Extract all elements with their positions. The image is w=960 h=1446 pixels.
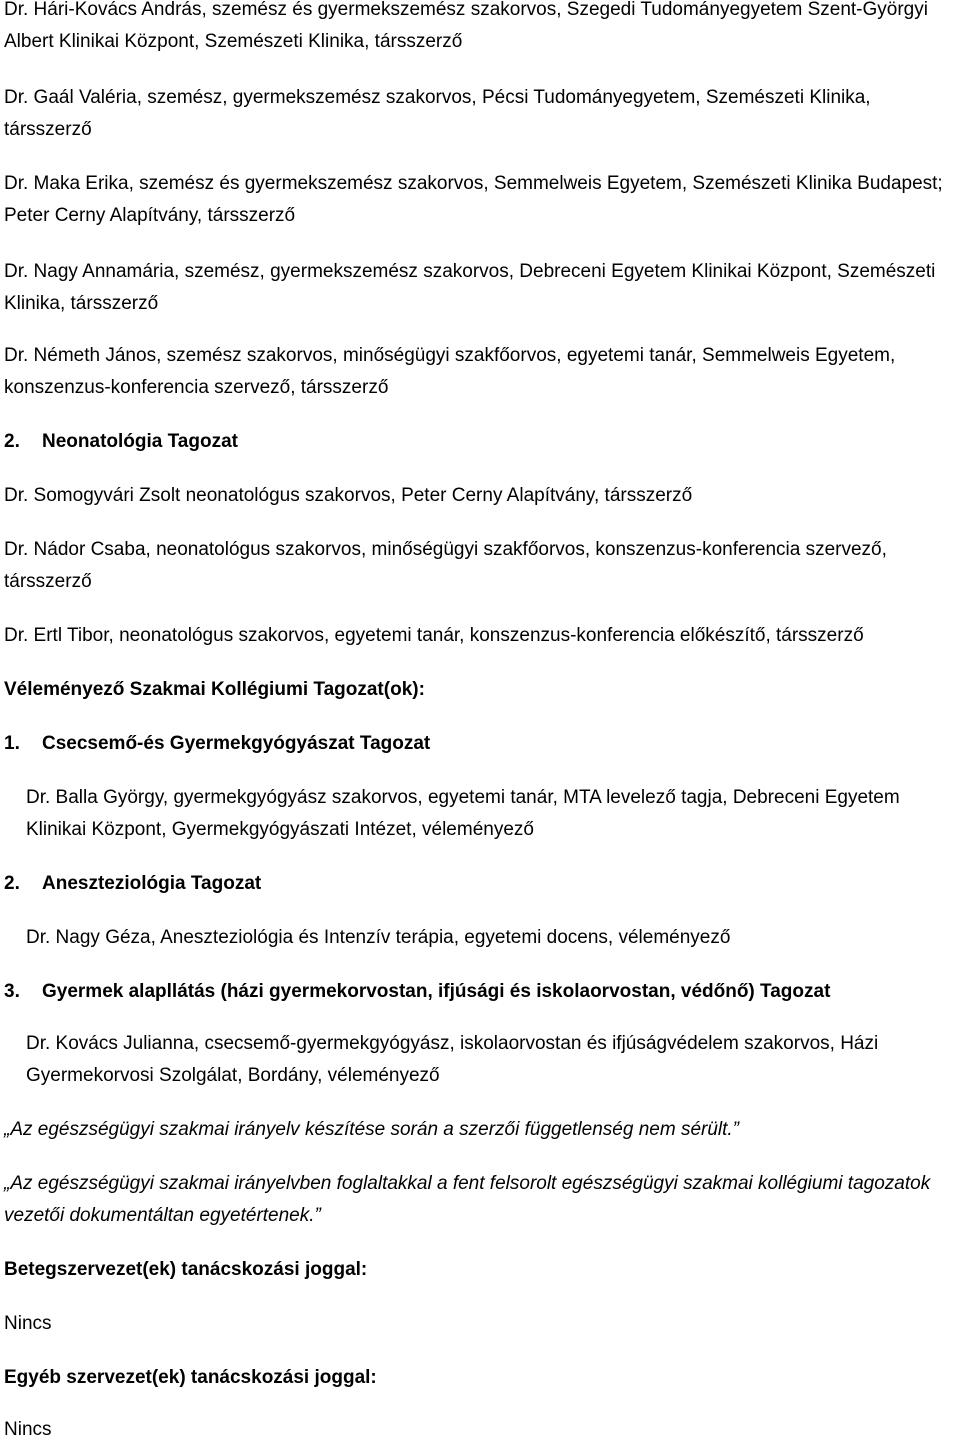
reviewer-entry: Dr. Nagy Géza, Aneszteziológia és Intenzív terápia, egyetemi docens, véleményező — [26, 927, 731, 948]
author-entry: Dr. Nagy Annamária, szemész, gyermekszemész szakorvos, Debreceni Egyetem Klinikai Központ, Szemészeti Klinika, társszerző — [4, 261, 936, 314]
author-entry: Dr. Ertl Tibor, neonatológus szakorvos, egyetemi tanár, konszenzus-konferencia előkészítő, társszerző — [4, 625, 864, 646]
author-entry: Dr. Hári-Kovács András, szemész és gyermekszemész szakorvos, Szegedi Tudományegyetem Szent-Györgyi Albert Klinikai Központ, Szemészeti Klinika, társszerző — [4, 0, 928, 52]
agreement-statement: „Az egészségügyi szakmai irányelvben foglaltakkal a fent felsorolt egészségügyi szakmai kollégiumi tagozatok vezetői dokumentáltan egyetértenek.” — [4, 1173, 931, 1226]
other-orgs-heading: Egyéb szervezet(ek) tanácskozási joggal: — [4, 1367, 377, 1388]
section-heading-anesthesiology — [4, 868, 954, 900]
author-entry: Dr. Gaál Valéria, szemész, gyermekszemész szakorvos, Pécsi Tudományegyetem, Szemészeti Klinika, társszerző — [4, 87, 871, 140]
section-title: Csecsemő-és Gyermekgyógyászat Tagozat — [42, 733, 431, 754]
section-number: 3. — [4, 981, 20, 1002]
section-title: Neonatológia Tagozat — [42, 431, 238, 452]
independence-statement: „Az egészségügyi szakmai irányelv készítése során a szerzői függetlenség nem sérült.” — [4, 1119, 740, 1140]
author-entry: Dr. Maka Erika, szemész és gyermekszemész szakorvos, Semmelweis Egyetem, Szemészeti Klinika Budapest; Peter Cerny Alapítvány, társszerző — [4, 173, 943, 226]
author-entry: Dr. Somogyvári Zsolt neonatológus szakorvos, Peter Cerny Alapítvány, társszerző — [4, 485, 693, 506]
section-number: 2. — [4, 873, 20, 894]
section-title: Aneszteziológia Tagozat — [42, 873, 262, 894]
author-entry: Dr. Nádor Csaba, neonatológus szakorvos, minőségügyi szakfőorvos, konszenzus-konferencia szervező, társszerző — [4, 539, 887, 592]
section-heading-pediatrics — [4, 728, 954, 760]
section-title: Gyermek alapllátás (házi gyermekorvostan, ifjúsági és iskolaorvostan, védőnő) Tagozat — [42, 981, 831, 1002]
patient-orgs-heading: Betegszervezet(ek) tanácskozási joggal: — [4, 1259, 368, 1280]
section-number: 1. — [4, 733, 20, 754]
reviewers-heading: Véleményező Szakmai Kollégiumi Tagozat(ok): — [4, 679, 425, 700]
reviewer-entry: Dr. Kovács Julianna, csecsemő-gyermekgyógyász, iskolaorvostan és ifjúságvédelem szakorvos, Házi Gyermekorvosi Szolgálat, Bordány, véleményező — [26, 1033, 879, 1086]
section-number: 2. — [4, 431, 20, 452]
reviewer-entry: Dr. Balla György, gyermekgyógyász szakorvos, egyetemi tanár, MTA levelező tagja, Debreceni Egyetem Klinikai Központ, Gyermekgyógyászati Intézet, véleményező — [26, 787, 900, 840]
section-heading-primary-care — [4, 976, 954, 1008]
patient-orgs-value: Nincs — [4, 1313, 52, 1334]
author-entry: Dr. Németh János, szemész szakorvos, minőségügyi szakfőorvos, egyetemi tanár, Semmelweis Egyetem, konszenzus-konferencia szervező, társszerző — [4, 345, 896, 398]
section-heading-neonatology — [4, 426, 954, 458]
other-orgs-value: Nincs — [4, 1419, 52, 1440]
